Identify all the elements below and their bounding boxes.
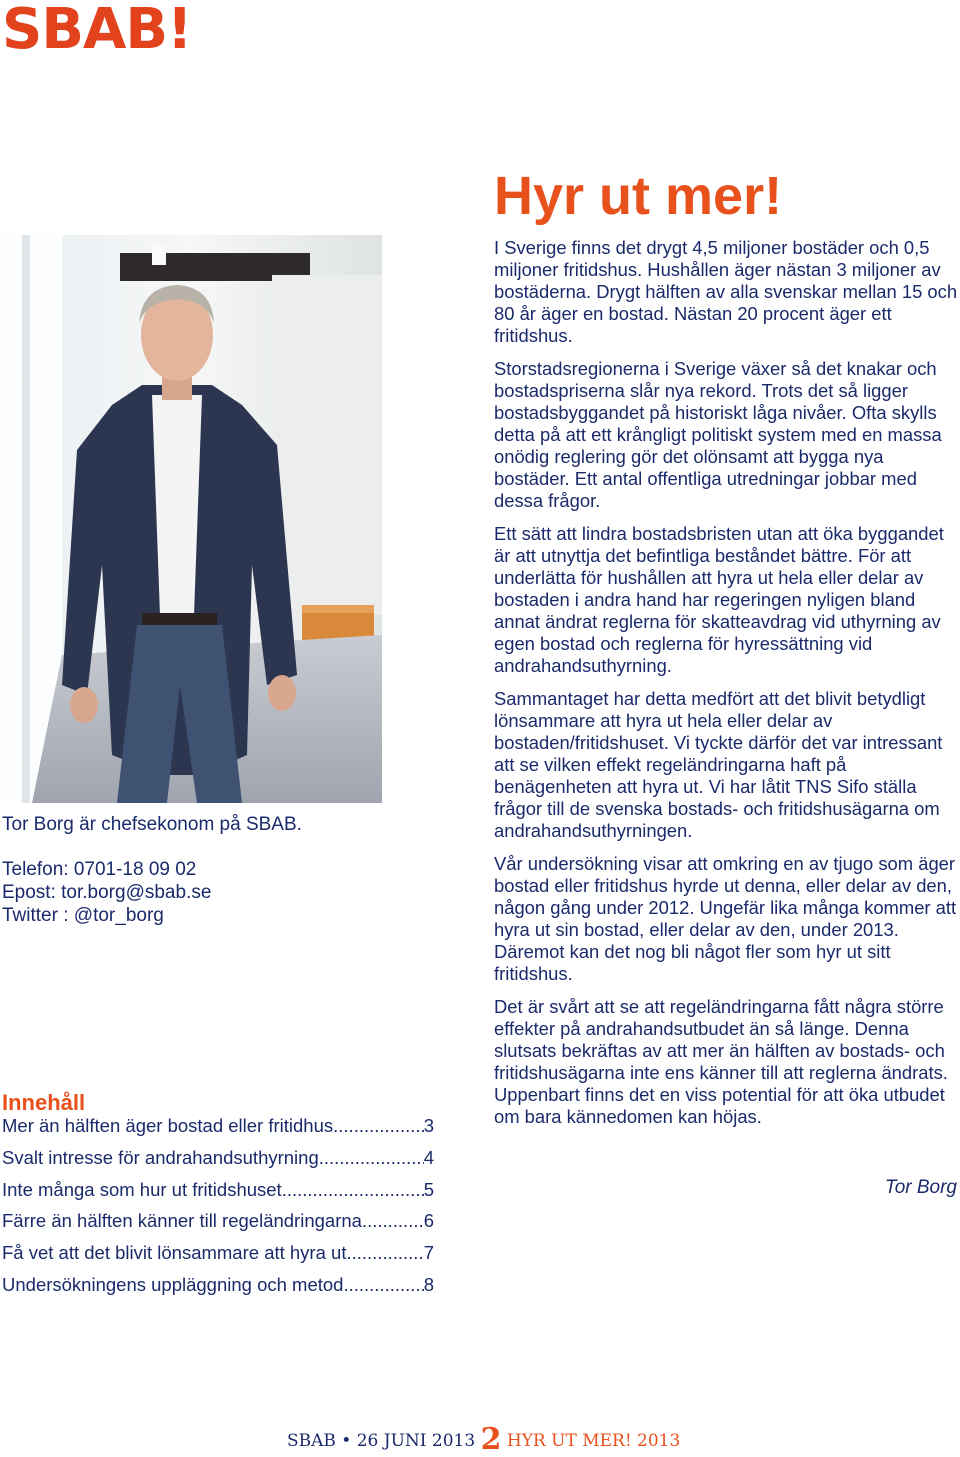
article-paragraph: Sammantaget har detta medfört att det blivit betydligt lönsammare att hyra ut hela eller delar av bostaden/fritidshuset. Vi tyckte därför det var intressant att se vilken effekt regeländringarna haft på benägenheten att hyra ut. Vi har låtit TNS Sifo ställa frågor till de svenska bostads- och fritidshusägarna om andrahandsuthyrningen. bbox=[494, 688, 943, 841]
toc-entry[interactable] bbox=[2, 1210, 434, 1242]
toc-entry-title: Färre än hälften känner till regeländringarna bbox=[2, 1210, 362, 1232]
portrait-illustration bbox=[2, 235, 382, 803]
page-footer bbox=[287, 1422, 680, 1457]
photo-caption: Tor Borg är chefsekonom på SBAB. bbox=[2, 814, 302, 835]
article-headline: Hyr ut mer! bbox=[494, 166, 783, 226]
toc-entry-title: Få vet att det blivit lönsammare att hyra ut bbox=[2, 1242, 347, 1264]
toc-leader-dots bbox=[346, 1242, 423, 1264]
contact-info bbox=[2, 858, 211, 927]
toc-entry[interactable] bbox=[2, 1147, 434, 1179]
toc-title: Innehåll bbox=[2, 1090, 86, 1115]
article-paragraph: Ett sätt att lindra bostadsbristen utan att öka byggandet är att utnyttja det befintliga beståndet bättre. För att underlätta för hushållen att hyra ut hela eller delar av bostaden i andra hand har regeringen nyligen bland annat ändrat reglerna för skatteavdrag vid uthyrning av egen bostad och reglerna för hyressättning vid andrahandsuthyrning. bbox=[494, 523, 944, 676]
portrait-photo bbox=[2, 235, 382, 803]
toc-leader-dots bbox=[333, 1115, 424, 1137]
toc-entry-title: Undersökningens uppläggning och metod bbox=[2, 1273, 344, 1295]
footer-left-text: SBAB • 26 JUNI 2013 bbox=[287, 1431, 476, 1451]
toc-entry-title: Mer än hälften äger bostad eller fritidhus bbox=[2, 1115, 334, 1136]
toc-entry-title: Inte många som hur ut fritidshuset bbox=[2, 1178, 282, 1200]
table-of-contents bbox=[2, 1115, 434, 1306]
toc-entry-page: 7 bbox=[423, 1242, 434, 1264]
page-number: 2 bbox=[480, 1422, 502, 1457]
article-paragraph: Vår undersökning visar att omkring en av tjugo som äger bostad eller fritidshus hyrde ut denna, eller delar av den, någon gång under 2012. Ungefär lika många kommer att hyra ut sin bostad, eller delar av den, under 2013. Däremot kan det nog bli något fler som hyr ut sitt fritidshus. bbox=[494, 853, 957, 984]
toc-leader-dots bbox=[282, 1179, 424, 1201]
toc-entry-page: 8 bbox=[423, 1273, 434, 1295]
twitter-text: Twitter : @tor_borg bbox=[2, 905, 164, 926]
article-paragraph: I Sverige finns det drygt 4,5 miljoner bostäder och 0,5 miljoner fritidshus. Hushållen äger nästan 3 miljoner av bostäderna. Drygt hälften av alla svenskar mellan 15 och 80 år äger en bostad. Nästan 20 procent äger ett fritidshus. bbox=[494, 237, 958, 346]
toc-entry[interactable] bbox=[2, 1274, 434, 1306]
article-paragraph: Det är svårt att se att regeländringarna fått några större effekter på andrahandsutbudet än så länge. Denna slutsats bekräftas av att mer än hälften av bostads- och fritidshusägarna inte ens känner till att reglerna ändrats. Uppenbart finns det en viss potential för att öka utbudet om bara kännedomen kan höjas. bbox=[494, 996, 948, 1127]
toc-leader-dots bbox=[362, 1210, 424, 1232]
toc-entry-page: 6 bbox=[423, 1210, 434, 1232]
toc-entry-title: Svalt intresse för andrahandsuthyrning bbox=[2, 1146, 319, 1168]
toc-entry-page: 5 bbox=[423, 1178, 434, 1200]
toc-entry[interactable] bbox=[2, 1115, 434, 1147]
article-paragraph: Storstadsregionerna i Sverige växer så det knakar och bostadspriserna slår nya rekord. Trots det så ligger bostadsbyggandet på historiskt låga nivåer. Ofta skylls detta på att ett krångligt politiskt system med en massa onödig reglering gör det olönsamt att bygga nya bostäder. Ett antal offentliga utredningar jobbar med dessa frågor. bbox=[494, 358, 942, 511]
toc-entry[interactable] bbox=[2, 1179, 434, 1211]
sbab-logo: SBAB! bbox=[2, 0, 192, 62]
article-body bbox=[494, 237, 960, 1139]
phone-text: Telefon: 0701-18 09 02 bbox=[2, 859, 197, 880]
email-text: Epost: tor.borg@sbab.se bbox=[2, 882, 212, 903]
toc-leader-dots bbox=[319, 1147, 424, 1169]
footer-right-text: HYR UT MER! 2013 bbox=[506, 1431, 681, 1451]
toc-entry-page: 4 bbox=[423, 1146, 434, 1168]
author-signature: Tor Borg bbox=[884, 1177, 957, 1198]
toc-entry-page: 3 bbox=[423, 1115, 434, 1136]
toc-leader-dots bbox=[343, 1274, 423, 1296]
toc-entry[interactable] bbox=[2, 1242, 434, 1274]
